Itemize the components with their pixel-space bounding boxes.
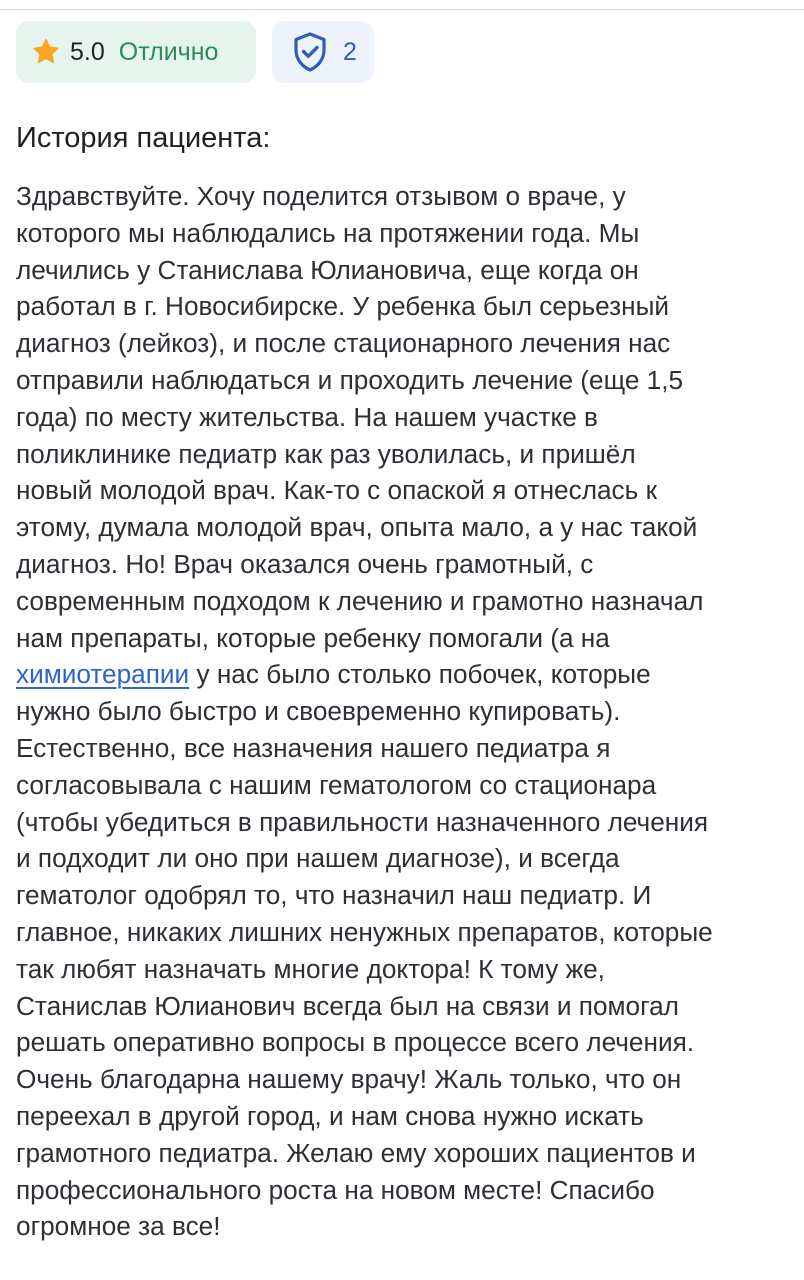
review-line: согласовывала с нашим гематологом со стационара [16, 769, 657, 800]
review-line: нужно было быстро и своевременно купировать). [16, 696, 621, 727]
review-line: года) по месту жительства. На нашем участке в [16, 401, 598, 432]
star-icon [31, 37, 61, 67]
review-line: новый молодой врач. Как-то с опаской я отнеслась к [16, 475, 658, 506]
review-line: переехал в другой город, и нам снова нужно искать [16, 1100, 644, 1131]
review-line: этому, думала молодой врач, опыта мало, а у нас такой [16, 512, 698, 543]
review-line: и подходит ли оно при нашем диагнозе), и всегда [16, 843, 620, 874]
review-line: современным подходом к лечению и грамотно назначал [16, 585, 704, 616]
review-line: так любят назначать многие доктора! К тому же, [16, 953, 605, 984]
review-line-with-link [16, 656, 788, 693]
review-line: нам препараты, которые ребенку помогали (а на [16, 622, 610, 653]
review-line: грамотного педиатра. Желаю ему хороших пациентов и [16, 1137, 696, 1168]
review-line: Станислав Юлианович всегда был на связи и помогал [16, 990, 679, 1021]
review-text [16, 178, 788, 1245]
shield-check-icon [290, 30, 330, 74]
chemotherapy-link[interactable]: химиотерапии [16, 659, 190, 690]
review-line: главное, никаких лишних ненужных препаратов, которые [16, 916, 713, 947]
section-title: История пациента: [16, 122, 271, 154]
review-line: (чтобы убедиться в правильности назначенного лечения [16, 806, 709, 837]
review-line: диагноз. Но! Врач оказался очень грамотный, с [16, 548, 594, 579]
review-line: решать оперативно вопросы в процессе всего лечения. [16, 1027, 695, 1058]
review-line: профессионального роста на новом месте! Спасибо [16, 1174, 655, 1205]
verified-badge[interactable] [272, 21, 374, 83]
review-line: гематолог одобрял то, что назначил наш педиатр. И [16, 880, 652, 911]
review-line: Здравствуйте. Хочу поделится отзывом о враче, у [16, 181, 626, 211]
top-divider [0, 9, 804, 10]
review-line-rest: у нас было столько побочек, которые [189, 659, 651, 690]
review-line: поликлинике педиатр как раз уволилась, и пришёл [16, 438, 636, 469]
review-line: Очень благодарна нашему врачу! Жаль только, что он [16, 1064, 682, 1095]
badges-row [16, 21, 374, 83]
review-line: лечились у Станислава Юлиановича, еще когда он [16, 254, 639, 285]
review-line: огромное за все! [16, 1211, 221, 1242]
rating-value: 5.0 [70, 37, 105, 66]
review-line: диагноз (лейкоз), и после стационарного лечения нас [16, 328, 671, 359]
review-line: которого мы наблюдались на протяжении года. Мы [16, 217, 640, 248]
review-line: отправили наблюдаться и проходить лечение (еще 1,5 [16, 364, 684, 395]
rating-label: Отлично [118, 37, 219, 66]
rating-badge[interactable] [16, 21, 256, 83]
verified-count: 2 [343, 37, 357, 66]
review-line: Естественно, все назначения нашего педиатра я [16, 732, 611, 763]
review-line: работал в г. Новосибирске. У ребенка был серьезный [16, 291, 670, 322]
